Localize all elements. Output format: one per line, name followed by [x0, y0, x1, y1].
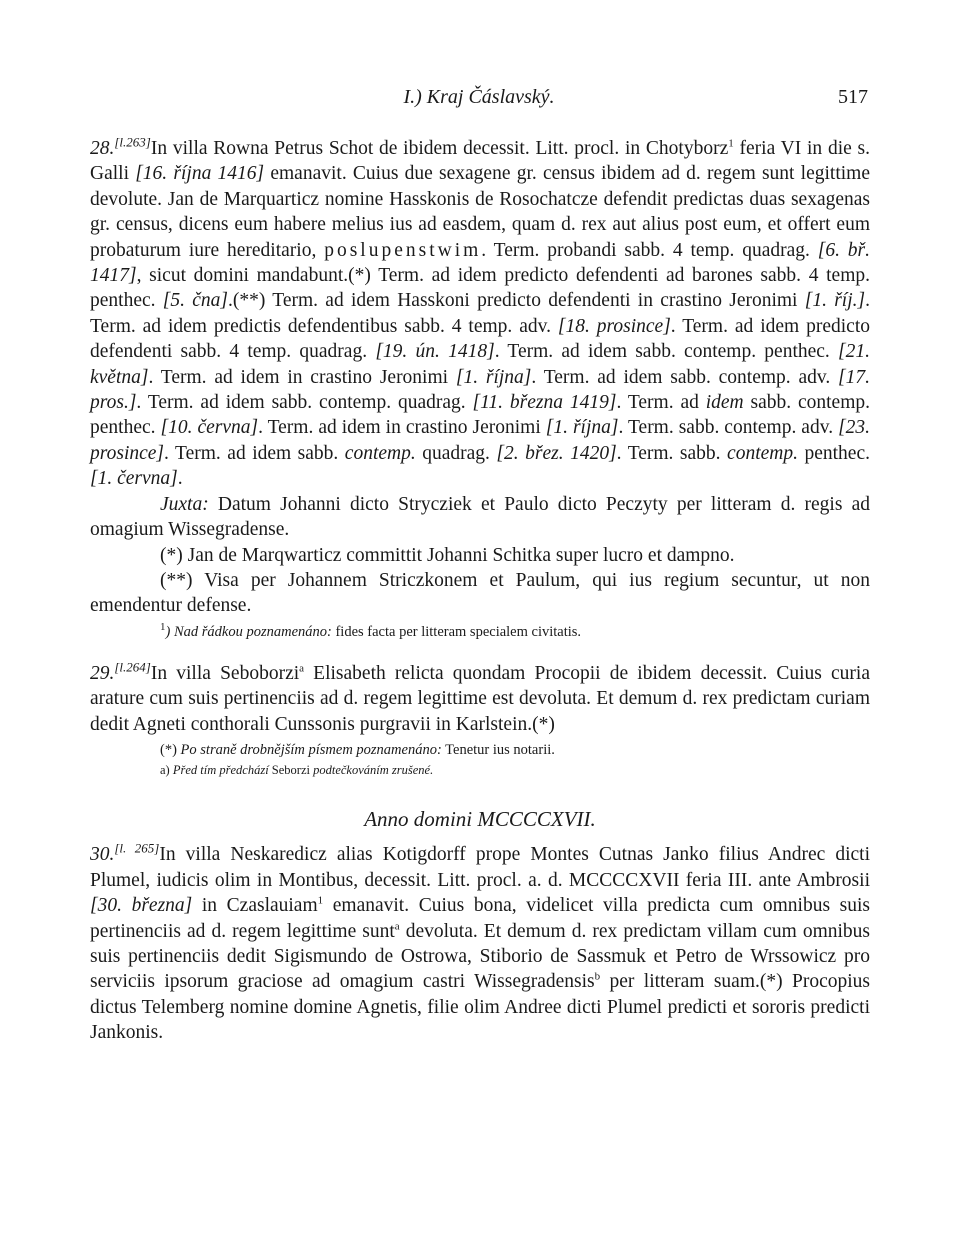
entry-text: sabb. contemp. penthec. — [90, 392, 871, 439]
marginal-note — [90, 739, 870, 761]
folio-ref: [l. 265] — [114, 840, 160, 856]
date-gloss: [19. ún. 1418] — [375, 341, 495, 363]
date-gloss: [18. prosince] — [557, 315, 671, 337]
entry-text: In villa Seboborzi — [150, 662, 300, 684]
entry-text: emanavit. Cuius bona, videlicet villa predicta cum omnibus suis pertinenciis ad d. regem legittime sunt — [90, 895, 870, 942]
footnote-italic: Před tím předchází — [169, 762, 272, 777]
date-gloss: [17. pros.] — [90, 366, 870, 414]
page-number: 517 — [838, 86, 868, 108]
footnote-a — [90, 761, 870, 779]
entry-number: 28. — [90, 138, 115, 159]
entry-28 — [90, 136, 870, 492]
italic-word: idem — [705, 392, 744, 414]
date-gloss: [6. bř. 1417] — [90, 239, 871, 287]
entry-text: . Term. ad idem in crastino Jeronimi — [148, 366, 456, 388]
entry-text: penthec. — [797, 442, 870, 464]
footnote-marker: b — [594, 970, 601, 983]
year-heading: Anno domini MCCCCXVII. — [364, 806, 596, 831]
chapter-title: I.) Kraj Čáslavský. — [403, 86, 555, 108]
footnote-marker: a — [299, 662, 305, 675]
footnote-marker: 1 — [160, 620, 166, 633]
note-italic: Po straně drobnějším písmem poznamenáno: — [176, 741, 442, 758]
date-gloss: [30. března] — [90, 895, 193, 917]
marginal-note-2: (**) Visa per Johannem Striczkonem et Paulum, qui ius regium secuntur, ut non emendentur defense. — [90, 569, 870, 617]
note-text: Tenetur ius notarii. — [441, 741, 555, 758]
date-gloss: [10. června] — [160, 417, 259, 439]
entry-text: emanavit. Cuius due sexagene gr. census ibidem ad d. regem sunt legittime devolute. Jan de Marquarticz nomine Hasskonis de Rosochatcze defendit predictas duas sexagenas gr. census, dicens eum habere melius ius ad easdem, quam d. rex aut alius post eum, et offert eum probaturum iure hereditario, — [90, 163, 870, 261]
date-gloss: [1. říj.] — [804, 290, 866, 312]
entry-text: , sicut domini mandabunt.(*) Term. ad idem predicto defendenti ad barones sabb. 4 temp. penthec. — [90, 265, 870, 312]
entry-text: . Term. ad idem predictis defendentibus sabb. 4 temp. adv. — [90, 290, 870, 337]
date-gloss: [23. prosince] — [90, 417, 871, 464]
entry-text: Elisabeth relicta quondam Procopii de ibidem decessit. Cuius curia arature cum suis pertinenciis ad d. regem legittime est devoluta. Et demum d. rex predictam curiam dedit Agneti conthorali Cunssonis purgravii in Karlstein.(*) — [90, 662, 871, 735]
footnote-italic: podtečkováním zrušené. — [309, 762, 434, 777]
folio-ref: [l.263] — [114, 134, 151, 150]
date-gloss: [5. čna] — [162, 290, 229, 312]
date-gloss: [1. října] — [545, 417, 619, 439]
footnote-marker: a — [394, 920, 400, 933]
entry-text: feria VI in die s. Galli — [90, 138, 870, 185]
date-gloss: [11. března 1419] — [472, 392, 617, 414]
footnote-italic: ) Nad řádkou poznamenáno: — [165, 623, 332, 640]
running-head — [90, 86, 868, 116]
folio-ref: [l.264] — [114, 659, 151, 675]
entry-30 — [90, 842, 870, 1045]
entry-text: In villa Neskaredicz alias Kotigdorff prope Montes Cutnas Janko filius Andrec dicti Plumel, iudicis olim in Montibus, decessit. Litt. procl. a. d. MCCCCXVII feria III. ante Ambrosii — [90, 844, 870, 891]
spacer — [90, 779, 870, 801]
footnote-1 — [90, 621, 870, 643]
footnote-marker: 1 — [317, 894, 324, 907]
entry-text: . Term. sabb. — [616, 442, 728, 464]
date-gloss: [21. května] — [90, 341, 870, 388]
entry-text: In villa Rowna Petrus Schot de ibidem decessit. Litt. procl. in Chotyborz — [150, 138, 729, 159]
entry-text: . Term. ad idem sabb. — [164, 442, 345, 464]
entry-text: per litteram suam.(*) Procopius dictus Telemberg nomine domine Agnetis, filie olim Andree dicti Plumel predicti et sororis predicti Jankonis. — [90, 971, 870, 1044]
entry-text: in Czaslauiam — [192, 895, 318, 917]
juxta-note — [90, 492, 870, 543]
entry-number: 29. — [90, 662, 115, 684]
footnote-marker: 1 — [728, 137, 734, 150]
entry-text: . Term. ad — [616, 392, 706, 414]
entry-text: quadrag. — [415, 442, 497, 464]
entry-text: . Term. ad idem sabb. contemp. penthec. — [494, 341, 839, 363]
entry-number: 30. — [90, 844, 115, 866]
date-gloss: [1. června] — [90, 468, 178, 490]
italic-word: contemp. — [727, 442, 798, 464]
entry-text: . Term. probandi sabb. 4 temp. quadrag. — [481, 239, 818, 261]
entry-text: . Term. ad idem sabb. contemp. adv. — [531, 366, 839, 388]
note-marker: (*) — [160, 741, 177, 758]
date-gloss: [1. října] — [455, 366, 532, 388]
footnote-text: fides facta per litteram specialem civitatis. — [331, 623, 582, 640]
entry-text: . Term. ad idem predicto defendenti sabb. 4 temp. quadrag. — [90, 315, 870, 363]
spacer — [90, 643, 870, 661]
czech-term: poslupenstwim — [324, 239, 482, 261]
footnote-marker: a) — [160, 762, 170, 777]
entry-text: . Term. ad idem in crastino Jeronimi — [258, 417, 546, 439]
footnote-text: Seborzi — [271, 762, 310, 777]
entry-text: .(**) Term. ad idem Hasskoni predicto defendenti in crastino Jeronimi — [228, 290, 805, 312]
entry-text: devoluta. Et demum d. rex predictam villam cum omnibus suis pertinenciis dedit Sigismundo de Ostrowa, Stiborio de Sassmuk et Petro de Wrssowicz pro serviciis ipsorum graciose ad omagium castri Wissegradensis — [90, 920, 870, 993]
date-gloss: [16. října 1416] — [135, 163, 265, 185]
entry-text: . Term. sabb. contemp. adv. — [618, 417, 839, 439]
entry-29 — [90, 661, 870, 737]
italic-word: contemp. — [344, 442, 416, 464]
date-gloss: [2. břez. 1420] — [496, 442, 617, 464]
marginal-note-1: (*) Jan de Marqwarticz committit Johanni Schitka super lucro et dampno. — [160, 544, 735, 566]
juxta-text: Datum Johanni dicto Strycziek et Paulo dicto Peczyty per litteram d. regis ad omagium Wissegradense. — [90, 493, 870, 541]
entry-text: . Term. ad idem sabb. contemp. quadrag. — [136, 392, 473, 414]
body-text — [90, 136, 870, 1046]
juxta-label: Juxta: — [160, 493, 209, 515]
entry-text: . — [177, 468, 183, 490]
